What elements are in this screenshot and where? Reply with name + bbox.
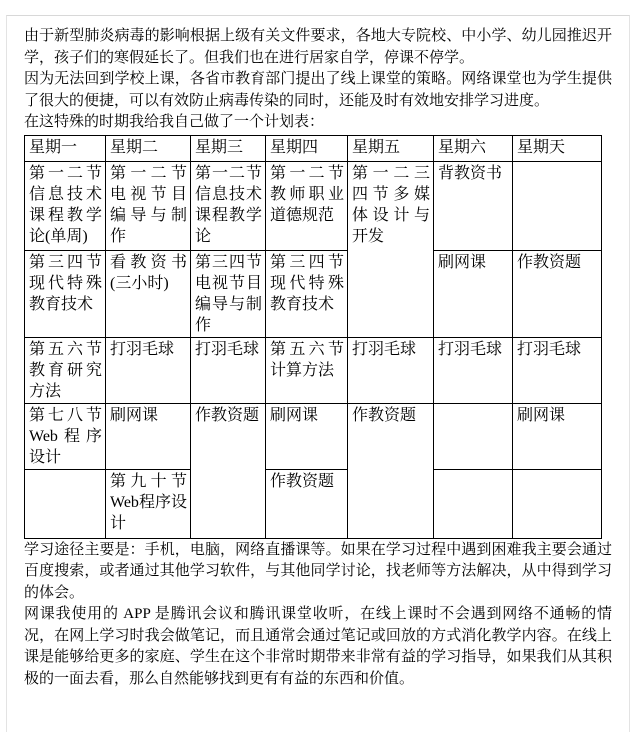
schedule-cell-wed-1: 第一二节信息技术课程教学论 — [191, 161, 266, 250]
table-row-period-5-6 — [25, 337, 602, 403]
schedule-cell-wed-4-5-merged: 作教资题 — [191, 403, 266, 538]
header-sunday: 星期天 — [513, 135, 602, 161]
schedule-cell-sat-5 — [434, 469, 513, 538]
header-monday: 星期一 — [25, 135, 106, 161]
intro-paragraph-1: 由于新型肺炎病毒的影响根据上级有关文件要求，各地大专院校、中小学、幼儿园推迟开学，孩子们的寒假延长了。但我们也在进行居家自学，停课不停学。 — [24, 28, 612, 66]
schedule-cell-mon-3: 第五六节教育研究方法 — [25, 337, 106, 403]
schedule-cell-tue-1: 第一二节电视节目编导与制作 — [106, 161, 191, 250]
document-body — [24, 26, 612, 690]
schedule-cell-thu-4: 刷网课 — [266, 403, 348, 469]
schedule-cell-mon-1: 第一二节信息技术课程教学论(单周) — [25, 161, 106, 250]
schedule-cell-fri-3: 打羽毛球 — [348, 337, 434, 403]
header-wednesday: 星期三 — [191, 135, 266, 161]
header-saturday: 星期六 — [434, 135, 513, 161]
weekly-schedule-table — [24, 135, 602, 539]
schedule-cell-tue-4: 刷网课 — [106, 403, 191, 469]
table-row-period-3-4 — [25, 250, 602, 337]
table-row-period-7-8 — [25, 403, 602, 469]
schedule-cell-sun-4: 刷网课 — [513, 403, 602, 469]
schedule-cell-mon-4: 第七八节Web程序设计 — [25, 403, 106, 469]
schedule-cell-sun-3: 打羽毛球 — [513, 337, 602, 403]
schedule-cell-sat-2: 刷网课 — [434, 250, 513, 337]
schedule-cell-thu-1: 第一二节教师职业道德规范 — [266, 161, 348, 250]
schedule-cell-wed-3: 打羽毛球 — [191, 337, 266, 403]
header-thursday: 星期四 — [266, 135, 348, 161]
table-row-period-1-2 — [25, 161, 602, 250]
schedule-cell-fri-1-2-merged: 第一二三四节多媒体设计与开发 — [348, 161, 434, 337]
schedule-cell-sun-5 — [513, 469, 602, 538]
table-header-row — [25, 135, 602, 161]
schedule-cell-thu-2: 第三四节现代特殊教育技术 — [266, 250, 348, 337]
schedule-cell-tue-5: 第九十节Web程序设计 — [106, 469, 191, 538]
schedule-cell-mon-2: 第三四节现代特殊教育技术 — [25, 250, 106, 337]
schedule-cell-sun-2: 作教资题 — [513, 250, 602, 337]
intro-paragraph-2: 因为无法回到学校上课，各省市教育部门提出了线上课堂的策略。网络课堂也为学生提供了很大的便捷，可以有效防止病毒传染的同时，还能及时有效地安排学习进度。 — [24, 71, 612, 109]
schedule-cell-wed-2: 第三四节电视节目编导与制作 — [191, 250, 266, 337]
table-row-period-9-10 — [25, 469, 602, 538]
schedule-cell-thu-3: 第五六节计算方法 — [266, 337, 348, 403]
header-friday: 星期五 — [348, 135, 434, 161]
schedule-cell-fri-4-5-merged: 作教资题 — [348, 403, 434, 538]
schedule-cell-sat-3: 打羽毛球 — [434, 337, 513, 403]
study-methods-paragraph: 学习途径主要是：手机，电脑，网络直播课等。如果在学习过程中遇到困难我主要会通过百度搜索，或者通过其他学习软件，与其他同学讨论，找老师等方法解决，从中得到学习的体会。 — [24, 541, 612, 601]
schedule-cell-thu-5: 作教资题 — [266, 469, 348, 538]
schedule-cell-mon-5 — [25, 469, 106, 538]
schedule-cell-tue-2: 看教资书(三小时) — [106, 250, 191, 337]
schedule-cell-sat-1: 背教资书 — [434, 161, 513, 250]
online-class-apps-paragraph: 网课我使用的 APP 是腾讯会议和腾讯课堂收听，在线上课时不会遇到网络不通畅的情况，在网上学习时我会做笔记，而且通常会通过笔记或回放的方式消化教学内容。在线上课是能够给更多的家庭、学生在这个非常时期带来非常有益的学习指导，如果我们从其积极的一面去看，那么自然能够找到更有有益的东西和价值。 — [24, 606, 612, 687]
schedule-cell-sun-1 — [513, 161, 602, 250]
schedule-cell-tue-3: 打羽毛球 — [106, 337, 191, 403]
table-lead-in-paragraph: 在这特殊的时期我给我自己做了一个计划表： — [24, 114, 325, 130]
header-tuesday: 星期二 — [106, 135, 191, 161]
schedule-cell-sat-4 — [434, 403, 513, 469]
